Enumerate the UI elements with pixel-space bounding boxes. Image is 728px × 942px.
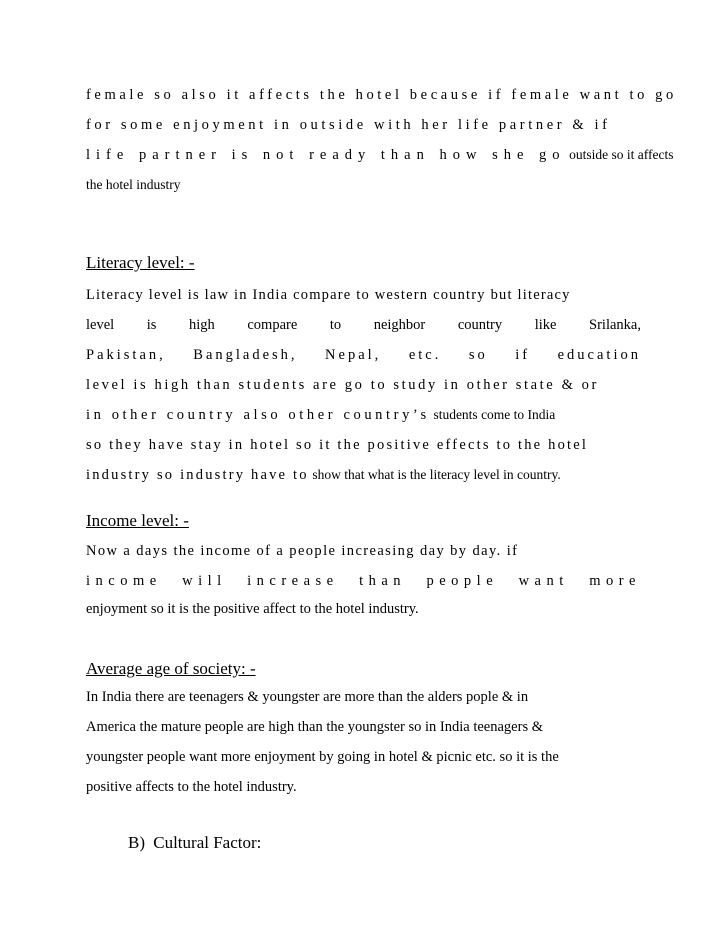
paragraph-line: In India there are teenagers & youngster are more than the alders pople & in	[86, 689, 529, 705]
paragraph-line: so they have stay in hotel so it the positive effects to the hotel	[86, 437, 589, 453]
paragraph-text: industry so industry have to	[86, 467, 309, 483]
paragraph-text: life partner is not ready than how she go	[86, 147, 566, 163]
paragraph-line: level is high compare to neighbor country like Srilanka,	[86, 317, 641, 333]
paragraph-line: Pakistan, Bangladesh, Nepal, etc. so if education	[86, 347, 641, 363]
subsection-heading	[128, 833, 261, 853]
section-heading: Literacy level: -	[86, 253, 195, 272]
paragraph-text: in other country also other country’s	[86, 407, 430, 423]
paragraph-line: income will increase than people want more	[86, 573, 641, 589]
paragraph-text: students come to India	[433, 407, 556, 422]
paragraph-line: America the mature people are high than the youngster so in India teenagers &	[86, 719, 543, 735]
paragraph-line	[86, 466, 561, 484]
paragraph-line: the hotel industry	[86, 177, 181, 192]
paragraph-line: for some enjoyment in outside with her life partner & if	[86, 117, 611, 133]
paragraph-line	[86, 406, 555, 424]
paragraph-text: outside so it affects	[569, 147, 674, 162]
section-heading: Average age of society: -	[86, 659, 256, 678]
paragraph-line: female so also it affects the hotel because if female want to go	[86, 87, 677, 103]
subsection-title: Cultural Factor:	[153, 833, 262, 852]
paragraph-line: positive affects to the hotel industry.	[86, 779, 297, 795]
paragraph-line	[86, 146, 674, 164]
paragraph-line: level is high than students are go to study in other state & or	[86, 377, 599, 393]
paragraph-line: enjoyment so it is the positive affect to the hotel industry.	[86, 601, 419, 617]
paragraph-line: Now a days the income of a people increasing day by day. if	[86, 543, 519, 559]
paragraph-line: Literacy level is law in India compare to western country but literacy	[86, 287, 571, 303]
section-heading: Income level: -	[86, 511, 189, 530]
list-marker: B)	[128, 833, 145, 852]
paragraph-text: show that what is the literacy level in country.	[312, 467, 561, 482]
paragraph-line: youngster people want more enjoyment by going in hotel & picnic etc. so it is the	[86, 749, 559, 765]
